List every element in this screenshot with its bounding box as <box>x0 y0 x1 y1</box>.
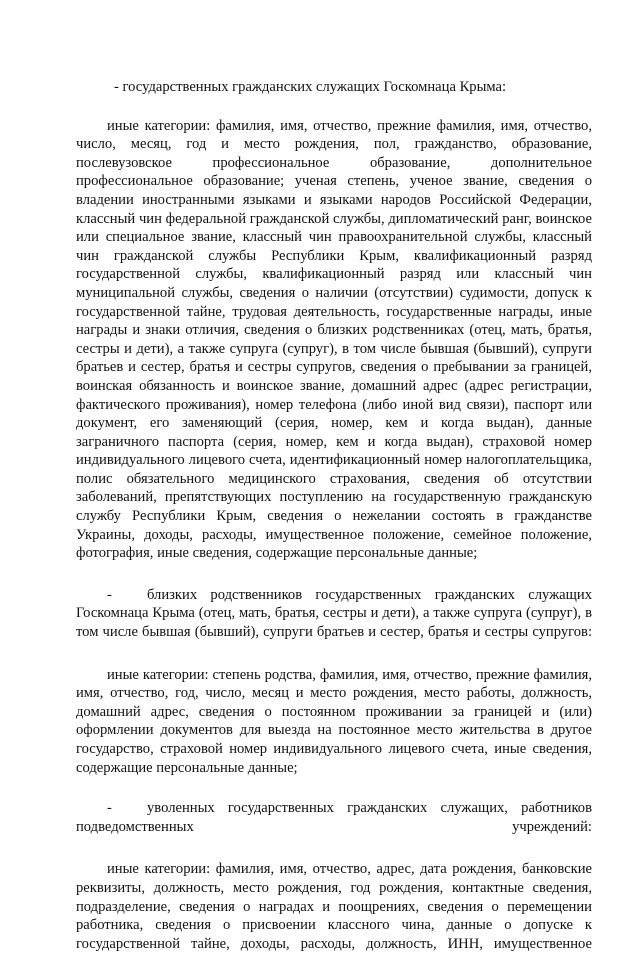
list-item-dismissed-employees <box>76 799 592 836</box>
list-item-text: близких родственников государственных гражданских служащих Госкомнаца Крыма (отец, мать, братья, сестры и дети), а также супруга (супруг), в том числе бывшая (бывший), супруги братьев и сестер, братья и сестры супругов: <box>76 586 592 641</box>
list-dash: - <box>107 800 112 817</box>
paragraph-dismissed-categories: иные категории: фамилия, имя, отчество, адрес, дата рождения, банковские реквизиты, должность, место рождения, год рождения, контактные сведения, подразделение, сведения о наградах и поощрениях, сведения о перемещении работника, сведения о присвоении классного чина, данные о допуске к государственной тайне, доходы, расходы, должность, ИНН, имущественное <box>76 861 592 952</box>
paragraph-civil-servants-categories: иные категории: фамилия, имя, отчество, прежние фамилия, имя, отчество, число, месяц, год и место рождения, пол, гражданство, образование, послевузовское профессиональное образование, дополнительное профессиональное образование; ученая степень, ученое звание, сведения о владении иностранными языками и языками народов Российской Федерации, классный чин федеральной гражданской службы, дипломатический ранг, воинское или специальное звание, классный чин правоохранительной службы, классный чин гражданской службы Республики Крым, квалификационный разряд государственной службы, квалификационный разряд или классный чин муниципальной службы, сведения о наличии (отсутствии) судимости, допуск к государственной тайне, трудовая деятельность, государственные награды, иные награды и знаки отличия, сведения о близких родственниках (отец, мать, братья, сестры и дети), а также супруга (супруг), в том числе бывшая (бывший), супруги братьев и сестер, братья и сестры супругов, сведения о пребывании за границей, воинская обязанность и воинское звание, домашний адрес (адрес регистрации, фактического проживания), номер телефона (либо иной вид связи), паспорт или документ, его заменяющий (серия, номер, кем и когда выдан), данные заграничного паспорта (серия, номер, кем и когда выдан), страховой номер индивидуального лицевого счета, идентификационный номер налогоплательщика, полис обязательного медицинского страхования, сведения об отсутствии заболеваний, препятствующих поступлению на государственную гражданскую службу Республики Крым, сведения о нежелании состоять в гражданстве Украины, доходы, расходы, имущественное положение, семейное положение, фотография, иные сведения, содержащие персональные данные; <box>76 117 592 562</box>
list-item-close-relatives <box>76 586 592 642</box>
list-item-text: уволенных государственных гражданских служащих, работников подведомственных учреждений: <box>76 800 592 835</box>
paragraph-relatives-categories: иные категории: степень родства, фамилия, имя, отчество, прежние фамилия, имя, отчество, год, число, месяц и место рождения, место работы, должность, домашний адрес, сведения о постоянном проживании за границей и (или) оформлении документов для выезда на постоянное место жительства в другое государство, страховой номер индивидуального лицевого счета, иные сведения, содержащие персональные данные; <box>76 666 592 776</box>
section-heading: - государственных гражданских служащих Госкомнаца Крыма: <box>114 79 507 95</box>
document-page <box>76 78 592 953</box>
list-dash: - <box>107 586 112 603</box>
